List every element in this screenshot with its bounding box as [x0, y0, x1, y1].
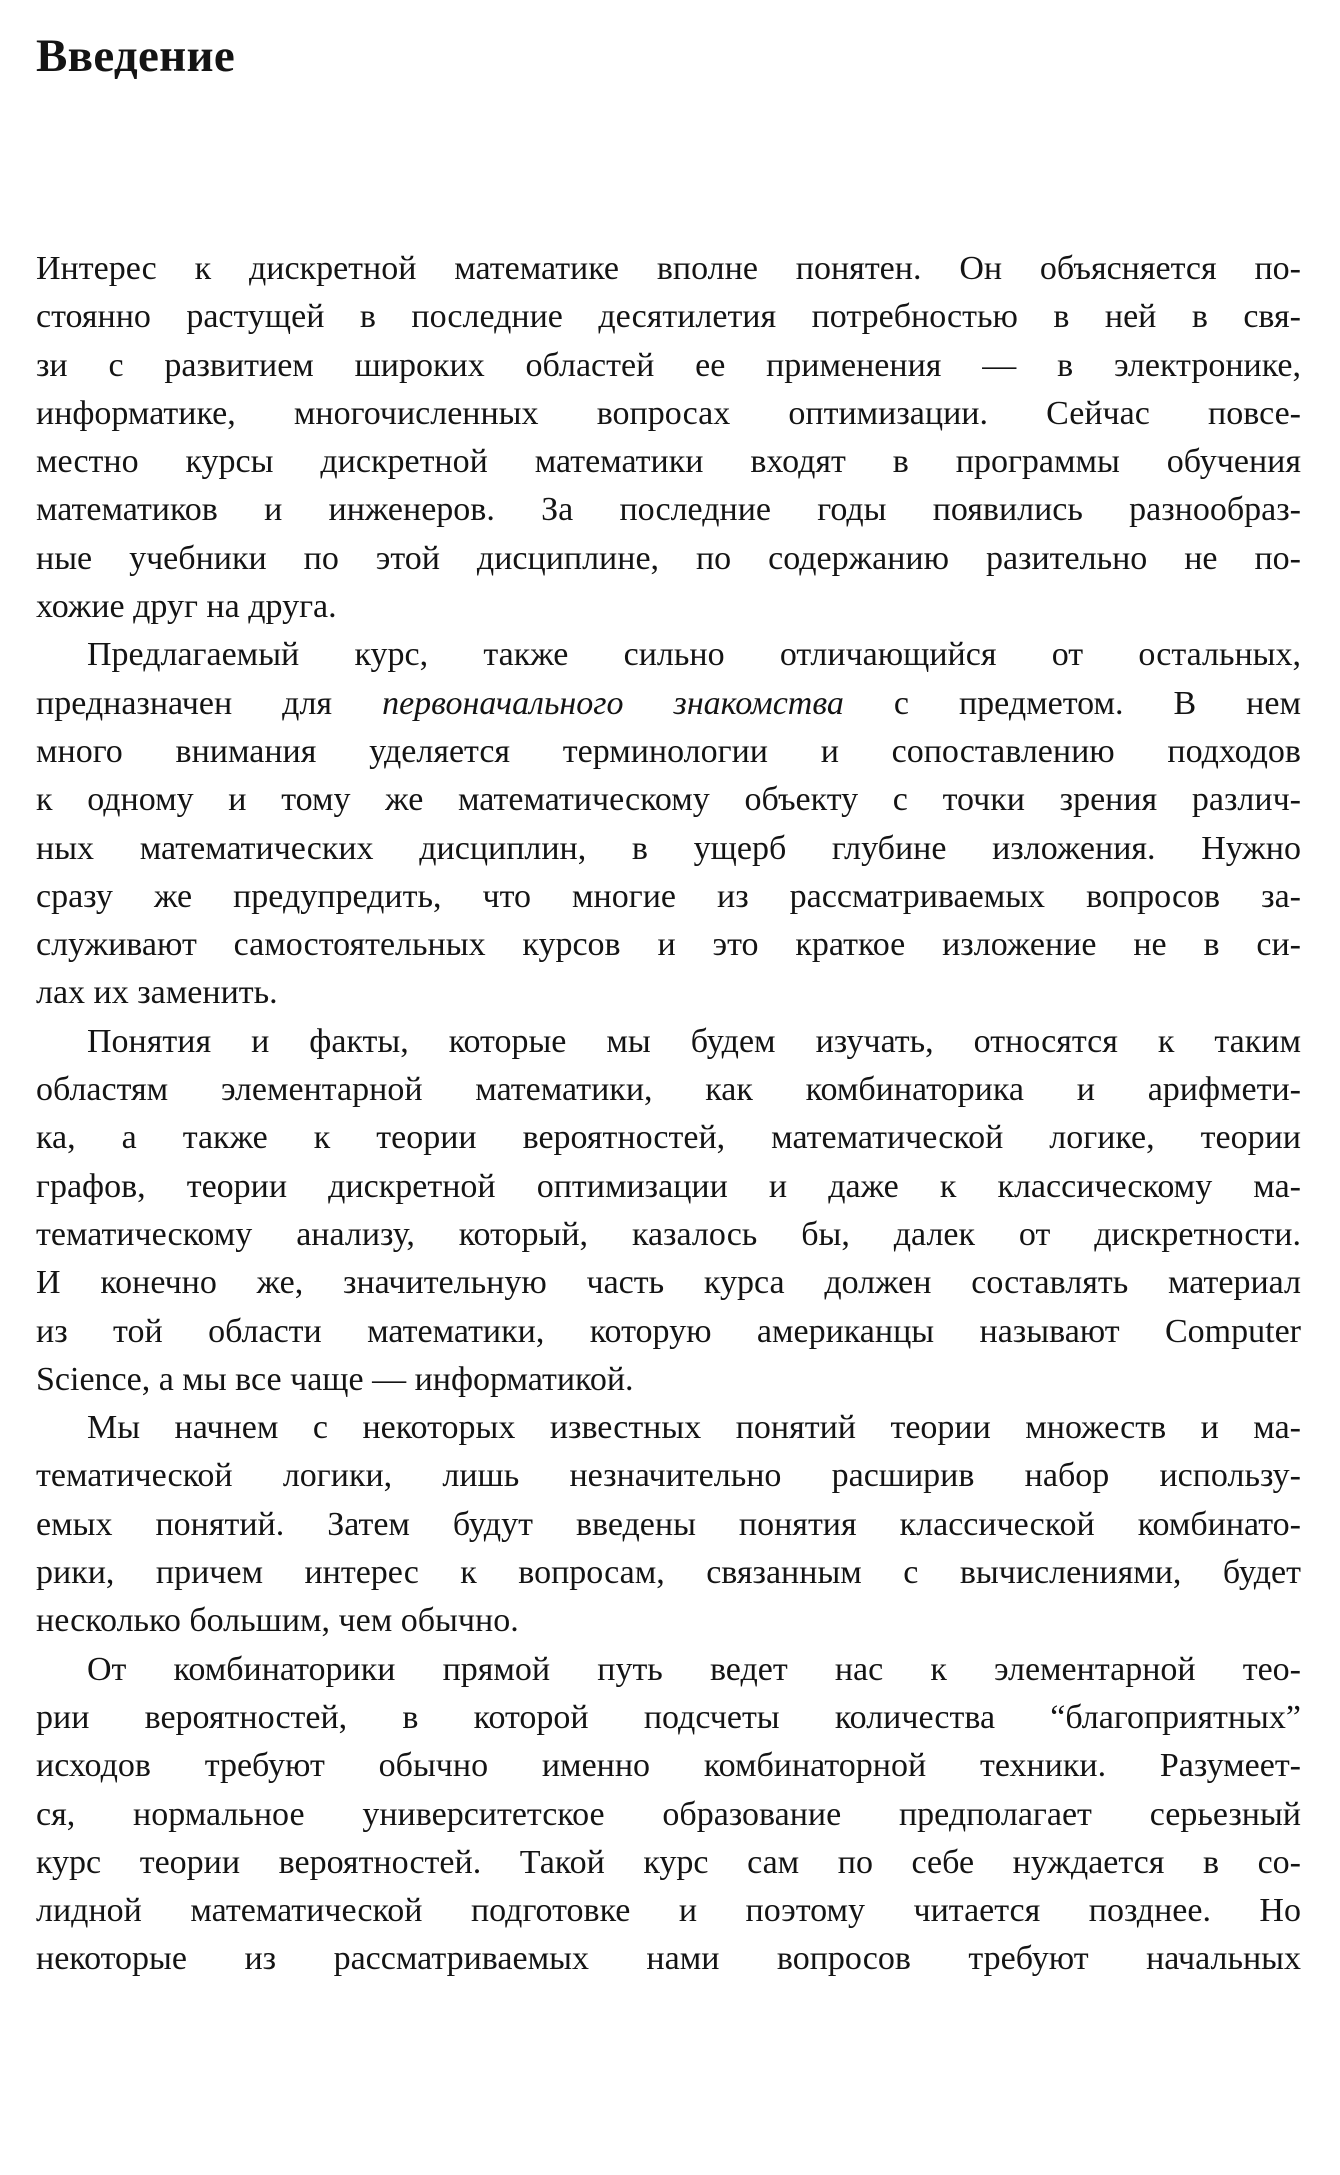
text-line: Интерес к дискретной математике вполне понятен. Он объясняется по-: [36, 250, 1301, 287]
text-line: ных математических дисциплин, в ущерб глубине изложения. Нужно: [36, 829, 1301, 867]
text-line: ка, а также к теории вероятностей, математической логике, теории: [36, 1119, 1301, 1157]
text-line: много внимания уделяется терминологии и сопоставлению подходов: [36, 732, 1301, 770]
text-segment: с предметом. В нем: [843, 684, 1301, 722]
text-line: из той области математики, которую американцы называют Computer: [36, 1312, 1301, 1350]
section-heading: Введение: [36, 30, 236, 82]
paragraph-1: [36, 245, 1301, 631]
text-line: некоторые из рассматриваемых нами вопросов требуют начальных: [36, 1940, 1301, 1978]
text-line: математиков и инженеров. За последние годы появились разнообраз-: [36, 491, 1301, 529]
text-line: несколько большим, чем обычно.: [36, 1602, 519, 1640]
text-line: емых понятий. Затем будут введены понятия классической комбинато-: [36, 1505, 1301, 1543]
text-line: хожие друг на друга.: [36, 588, 337, 626]
text-line: [36, 680, 1301, 728]
text-line: местно курсы дискретной математики входят в программы обучения: [36, 443, 1301, 481]
text-line: исходов требуют обычно именно комбинаторной техники. Разумеет-: [36, 1747, 1301, 1785]
text-line: тематической логики, лишь незначительно расширив набор использу-: [36, 1457, 1301, 1495]
text-line: ные учебники по этой дисциплине, по содержанию разительно не по-: [36, 539, 1301, 577]
text-line: Понятия и факты, которые мы будем изучать, относятся к таким: [87, 1022, 1301, 1060]
text-line: сразу же предупредить, что многие из рассматриваемых вопросов за-: [36, 877, 1301, 915]
text-line: Предлагаемый курс, также сильно отличающийся от остальных,: [87, 636, 1301, 674]
paragraph-4: [36, 1404, 1301, 1645]
emphasis-text: первоначального знакомства: [382, 684, 844, 722]
text-line: И конечно же, значительную часть курса должен составлять материал: [36, 1264, 1301, 1302]
text-line: Science, а мы все чаще — информатикой.: [36, 1360, 634, 1398]
text-line: рии вероятностей, в которой подсчеты количества “благоприятных”: [36, 1698, 1301, 1736]
text-line: ся, нормальное университетское образование предполагает серьезный: [36, 1795, 1301, 1833]
text-line: курс теории вероятностей. Такой курс сам по себе нуждается в со-: [36, 1843, 1301, 1881]
text-line: лидной математической подготовке и поэтому читается позднее. Но: [36, 1892, 1301, 1930]
text-line: лах их заменить.: [36, 974, 278, 1012]
text-line: графов, теории дискретной оптимизации и даже к классическому ма-: [36, 1167, 1301, 1205]
text-line: Мы начнем с некоторых известных понятий теории множеств и ма-: [87, 1409, 1301, 1447]
text-line: к одному и тому же математическому объекту с точки зрения различ-: [36, 781, 1301, 819]
text-line: областям элементарной математики, как комбинаторика и арифмети-: [36, 1071, 1301, 1109]
text-line: рики, причем интерес к вопросам, связанным с вычислениями, будет: [36, 1554, 1301, 1592]
text-line: зи с развитием широких областей ее применения — в электронике,: [36, 346, 1301, 384]
text-segment: предназначен для: [36, 684, 383, 722]
text-line: служивают самостоятельных курсов и это краткое изложение не в си-: [36, 926, 1301, 964]
text-line: От комбинаторики прямой путь ведет нас к элементарной тео-: [87, 1650, 1301, 1688]
paragraph-5: [36, 1646, 1301, 1984]
text-line: тематическому анализу, который, казалось бы, далек от дискретности.: [36, 1215, 1301, 1253]
text-line: стоянно растущей в последние десятилетия потребностью в ней в свя-: [36, 298, 1301, 336]
text-line: информатике, многочисленных вопросах оптимизации. Сейчас повсе-: [36, 394, 1301, 432]
body-text: [36, 245, 1301, 1984]
paragraph-2: [36, 631, 1301, 1017]
paragraph-3: [36, 1018, 1301, 1404]
